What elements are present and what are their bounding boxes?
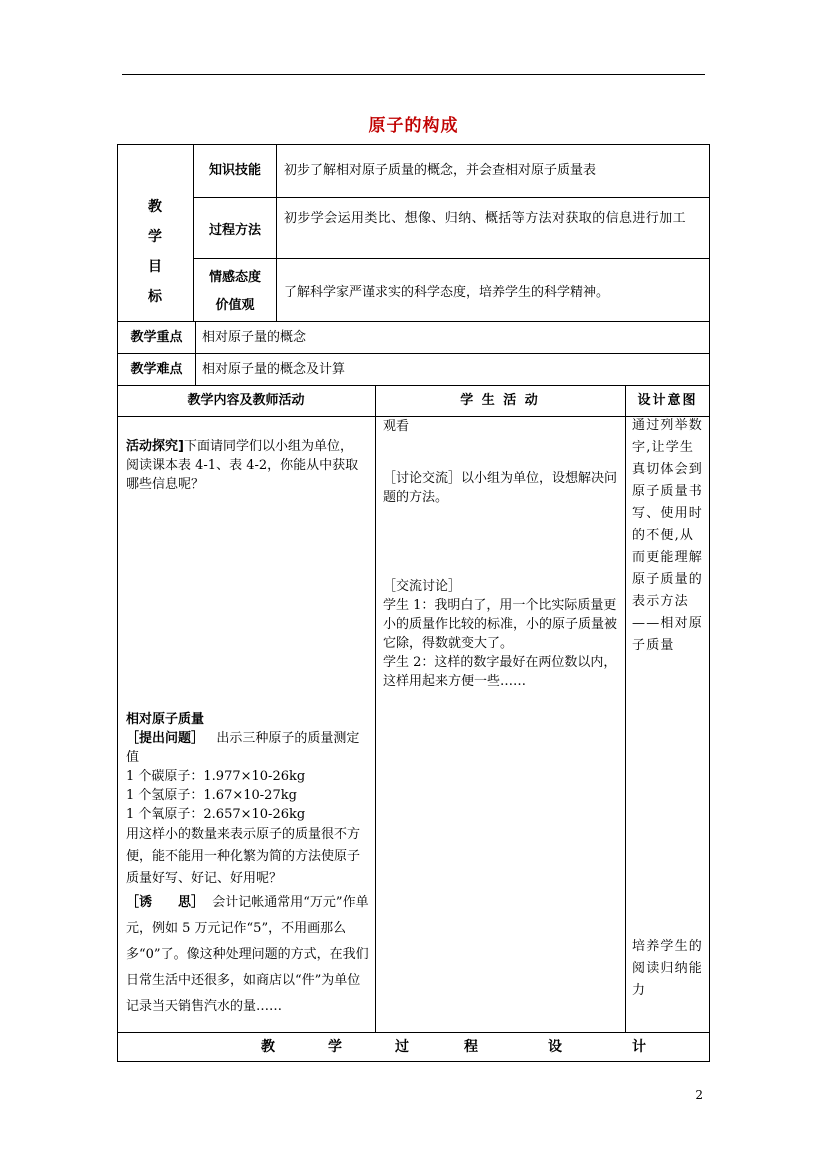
difficulty-label: 教学难点 [130, 362, 183, 377]
atom-hydrogen: 1 个氢原子：1.67×10-27kg [126, 788, 297, 803]
col-header-student: 学 生 活 动 [460, 393, 540, 408]
goal-label-knowledge: 知识技能 [208, 163, 261, 178]
student-exchange-label: ［交流讨论］ [383, 579, 462, 594]
goals-label: 教 学 目 标 [148, 199, 162, 305]
goal-label-attitude: 情感态度 价值观 [208, 270, 261, 313]
goal-label-process: 过程方法 [208, 223, 261, 238]
teacher-explore: 活动探究]下面请同学们以小组为单位， 阅读课本表 4-1、表 4-2，你能从中获取哪些信息呢？ [126, 439, 359, 492]
student-1: 学生 1：我明白了，用一个比实际质量更小的质量作比较的标准，小的原子质量被它除，得数就变大了。 [383, 598, 618, 651]
col-header-teacher: 教学内容及教师活动 [187, 393, 305, 408]
student-2: 学生 2：这样的数字最好在两位数以内，这样用起来方便一些…… [383, 655, 617, 689]
atom-carbon: 1 个碳原子：1.977×10-26kg [126, 769, 306, 784]
question-paragraph: 用这样小的数量来表示原子的质量很不方便，能不能用一种化繁为简的方法使原子质量好写、好记、好用呢？ [126, 827, 361, 886]
design-intent-2: 培养学生的阅读归纳能力 [632, 939, 704, 998]
atom-oxygen: 1 个氧原子：2.657×10-26kg [126, 807, 306, 822]
student-discuss: ［讨论交流］以小组为单位，设想解决问题的方法。 [383, 471, 618, 505]
page-title: 原子的构成 [368, 116, 459, 136]
section-heading: 相对原子质量 [126, 712, 205, 727]
student-watch: 观看 [383, 419, 410, 434]
key-point-label: 教学重点 [130, 330, 183, 345]
student-activities [383, 417, 619, 691]
header-rule [122, 74, 705, 75]
teacher-relative-mass: 相对原子质量 ［提出问题］ 出示三种原子的质量测定值 1 个碳原子：1.977×10-26kg 1 个氢原子：1.67×10-27kg 1 个氧原子：2.657×10-26kg 用这样小的数量来表示原子的质量很不方便，能不能用一种化繁为简的方法使原子质量好写、好记、好用呢？ ［诱 思］ 会计记帐通常用“万元”作单元，例如 5 万元记作“5”，不用画那么多“0”了。像这种处理问题的方式，在我们日常生活中还很多，如商店以“件”为单位记录当天销售汽水的量…… [126, 710, 371, 1020]
goal-content-attitude: 了解科学家严谨求实的科学态度，培养学生的科学精神。 [284, 285, 610, 300]
goal-content-process: 初步学会运用类比、想像、归纳、概括等方法对获取的信息进行加工 [284, 211, 687, 226]
difficulty-content: 相对原子量的概念及计算 [202, 362, 346, 377]
page-number: 2 [695, 1088, 703, 1102]
key-point-content: 相对原子量的概念 [202, 330, 307, 345]
design-intent-1: 通过列举数字,让学生真切体会到原子质量书写、使用时的不便,从而更能理解原子质量的表示方法 ——相对原子质量 [632, 418, 704, 653]
col-header-design: 设计意图 [637, 393, 698, 408]
goal-content-knowledge: 初步了解相对原子质量的概念，并会查相对原子质量表 [284, 163, 597, 178]
